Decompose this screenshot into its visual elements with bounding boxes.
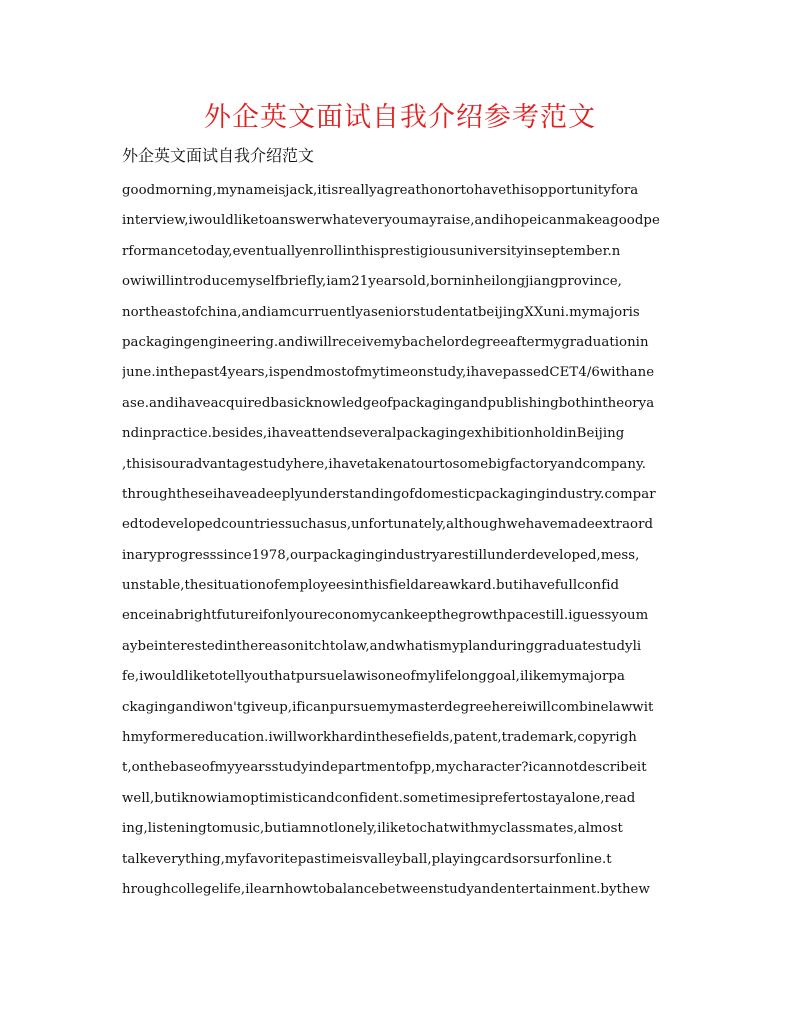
text-line: ase.andihaveacquiredbasicknowledgeofpackagingandpublishingbothintheorya <box>122 395 655 411</box>
text-line: fe,iwouldliketotellyouthatpursuelawisoneofmylifelonggoal,ilikemymajorpa <box>122 669 625 685</box>
text-line: packagingengineering.andiwillreceivemybachelordegreeaftermygraduationin <box>122 334 649 350</box>
document-title: 外企英文面试自我介绍参考范文 <box>204 102 596 133</box>
text-line: inaryprogresssince1978,ourpackagingindustryarestillunderdeveloped,mess, <box>122 547 640 563</box>
text-line: throughtheseihaveadeeplyunderstandingofdomesticpackagingindustry.compar <box>122 486 656 502</box>
text-line: unstable,thesituationofemployeesinthisfieldareawkard.butihavefullconfid <box>122 578 620 594</box>
text-line: talkeverything,myfavoritepastimeisvalleyball,playingcardsorsurfonline.t <box>122 851 612 867</box>
text-line: ing,listeningtomusic,butiamnotlonely,iliketochatwithmyclassmates,almost <box>122 821 623 837</box>
text-line: aybeinterestedinthereasonitchtolaw,andwhatismyplanduringgraduatestudyli <box>122 638 642 654</box>
text-line: edtodevelopedcountriessuchasus,unfortunately,althoughwehavemadeextraord <box>122 517 654 533</box>
text-line: ,thisisouradvantagestudyhere,ihavetakenatourtosomebigfactoryandcompany. <box>122 456 647 472</box>
body-text <box>122 176 682 905</box>
text-line: goodmorning,mynameisjack,itisreallyagreathonortohavethisopportunityfora <box>122 183 639 198</box>
text-line: hmyformereducation.iwillworkhardinthesefields,patent,trademark,copyrigh <box>122 730 637 746</box>
text-line: well,butiknowiamoptimisticandconfident.sometimesiprefertostayalone,read <box>122 790 636 806</box>
text-line: june.inthepast4years,ispendmostofmytimeonstudy,ihavepassedCET4/6withane <box>122 365 655 381</box>
text-line: owiwillintroducemyselfbriefly,iam21yearsold,borninheilongjiangprovince, <box>122 274 622 290</box>
text-line: enceinabrightfutureifonlyoureconomycankeepthegrowthpacestill.iguessyoum <box>122 608 649 624</box>
text-line: rformancetoday,eventuallyenrollinthisprestigiousuniversityinseptember.n <box>122 243 621 259</box>
text-line: hroughcollegelife,ilearnhowtobalancebetweenstudyandentertainment.bythew <box>122 881 650 897</box>
text-line: interview,iwouldliketoanswerwhateveryoumayraise,andihopeicanmakeagoodpe <box>122 213 660 229</box>
text-line: northeastofchina,andiamcurruentlyaseniorstudentatbeijingXXuni.mymajoris <box>122 304 640 320</box>
document-subtitle: 外企英文面试自我介绍范文 <box>122 146 315 165</box>
text-line: ndinpractice.besides,ihaveattendseveralpackagingexhibitionholdinBeijing <box>122 426 625 442</box>
text-line: t,onthebaseofmyyearsstudyindepartmentofpp,mycharacter?icannotdescribeit <box>122 760 647 776</box>
text-line: ckagingandiwon'tgiveup,ificanpursuemymasterdegreehereiwillcombinelawwit <box>122 699 654 715</box>
